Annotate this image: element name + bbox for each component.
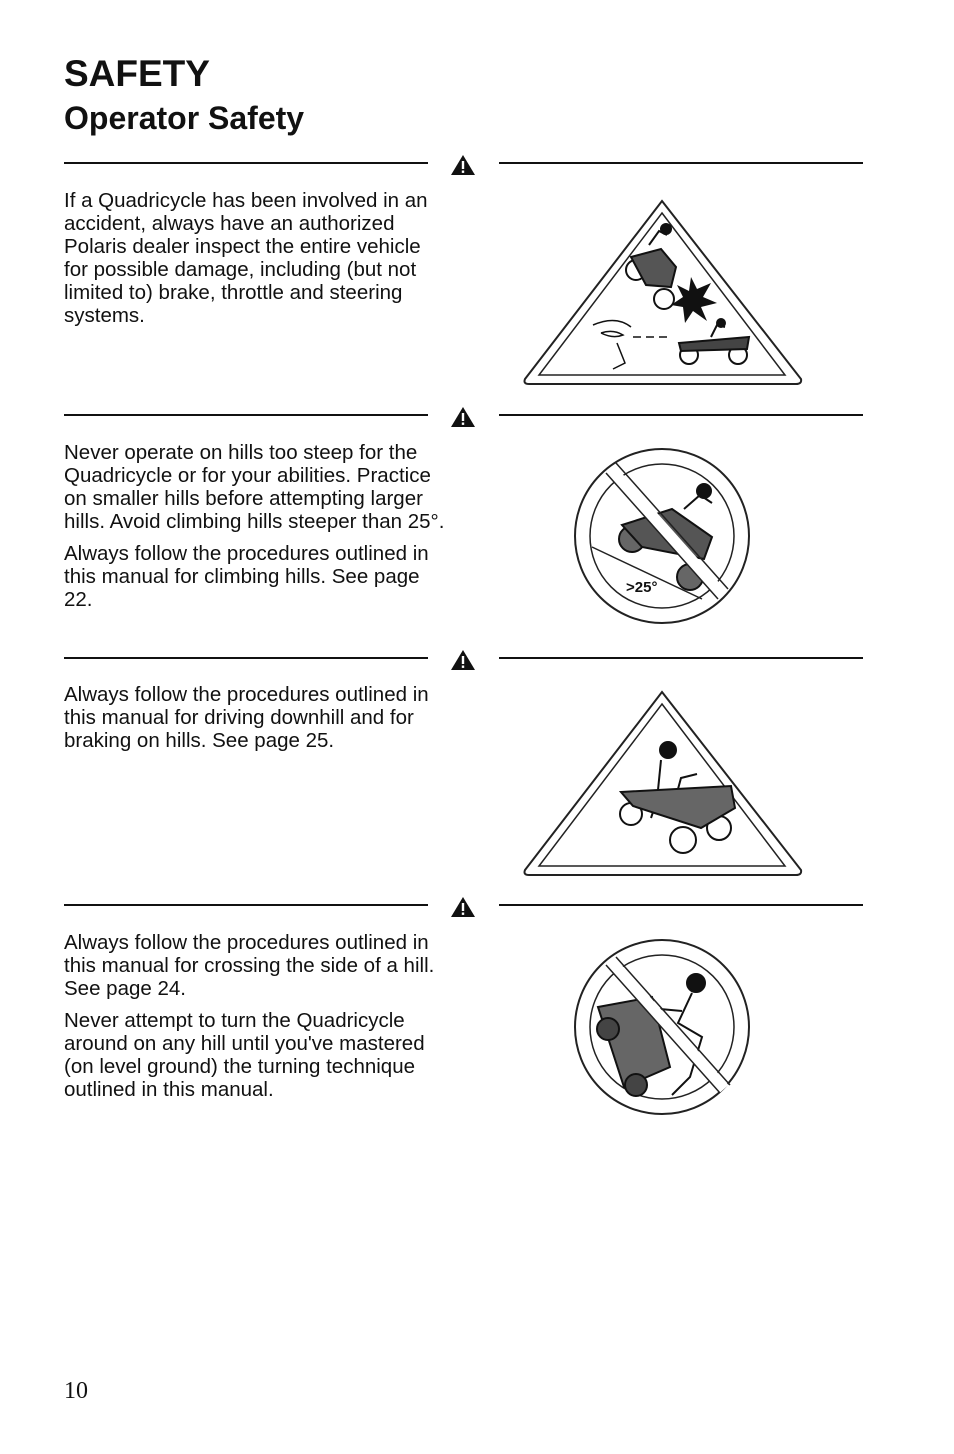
warning-paragraph: Always follow the procedures outlined in this manual for driving downhill and for braking on hills. See page 25. — [64, 683, 429, 752]
no-steep-hill-illustration — [572, 447, 752, 627]
warning-triangle-icon — [450, 649, 476, 671]
divider-left — [64, 414, 428, 416]
warning-paragraph: If a Quadricycle has been involved in an accident, always have an authorized Polaris dealer inspect the entire vehicle for possible damage, including (but not limited to) brake, throttle and steering systems. — [64, 189, 428, 327]
warning-paragraph: Never operate on hills too steep for the Quadricycle or for your abilities. Practice on smaller hills before attempting larger hills. Avoid climbing hills steeper than 25°. — [64, 441, 445, 533]
warning-triangle-icon — [450, 406, 476, 428]
accident-warning-illustration — [521, 197, 804, 387]
divider-right — [499, 657, 863, 659]
divider-left — [64, 657, 428, 659]
no-sidehill-turn-illustration — [572, 937, 752, 1117]
warning-text — [64, 441, 449, 620]
warning-text — [64, 189, 449, 336]
divider-right — [499, 904, 863, 906]
downhill-warning-illustration — [521, 688, 804, 878]
hill-angle-label: >25° — [626, 579, 658, 596]
page-title: SAFETY — [64, 53, 210, 94]
divider-right — [499, 414, 863, 416]
section-title: Operator Safety — [64, 100, 305, 136]
warning-paragraph: Always follow the procedures outlined in this manual for climbing hills. See page 22. — [64, 542, 429, 611]
warning-paragraph: Always follow the procedures outlined in this manual for crossing the side of a hill. See page 24. — [64, 931, 435, 1000]
warning-paragraph: Never attempt to turn the Quadricycle around on any hill until you've mastered (on level ground) the turning technique outlined in this manual. — [64, 1009, 425, 1101]
divider-left — [64, 162, 428, 164]
divider-left — [64, 904, 428, 906]
warning-text — [64, 683, 449, 761]
warning-triangle-icon — [450, 896, 476, 918]
warning-triangle-icon — [450, 154, 476, 176]
divider-right — [499, 162, 863, 164]
warning-text — [64, 931, 449, 1110]
page-number: 10 — [64, 1378, 88, 1404]
